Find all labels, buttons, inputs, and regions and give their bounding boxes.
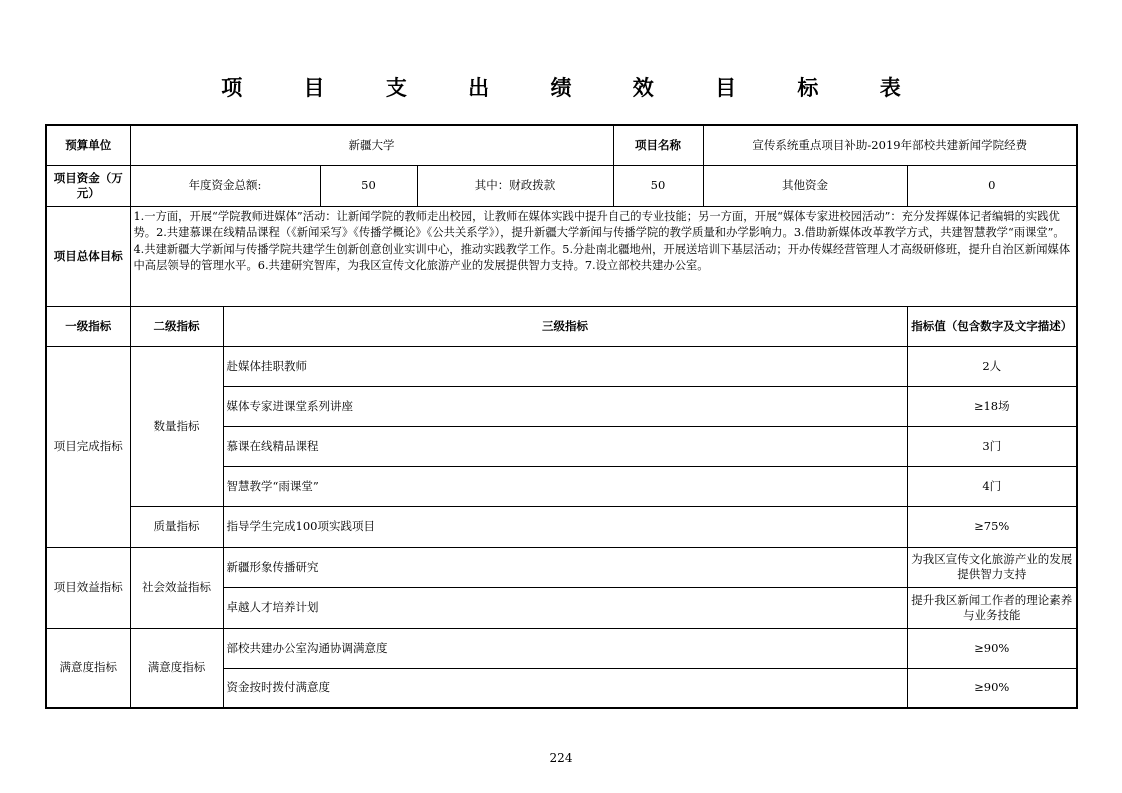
table-row: [46, 547, 1077, 587]
level3-cell: 指导学生完成100项实践项目: [223, 506, 907, 547]
level2-header: 二级指标: [130, 306, 223, 346]
performance-table: [45, 124, 1078, 709]
indicator-value-cell: ≥90%: [907, 668, 1077, 708]
level1-cell: 项目效益指标: [46, 547, 130, 628]
level1-cell: 项目完成指标: [46, 346, 130, 547]
level1-header: 一级指标: [46, 306, 130, 346]
indicator-header-row: [46, 306, 1077, 346]
other-funds-label: 其他资金: [703, 165, 907, 206]
level1-cell: 满意度指标: [46, 628, 130, 708]
level3-cell: 智慧教学“雨课堂”: [223, 466, 907, 506]
level3-cell: 新疆形象传播研究: [223, 547, 907, 587]
budget-unit-row: [46, 125, 1077, 165]
level2-cell: 社会效益指标: [130, 547, 223, 628]
level3-cell: 媒体专家进课堂系列讲座: [223, 386, 907, 426]
level3-header: 三级指标: [223, 306, 907, 346]
level2-cell: 数量指标: [130, 346, 223, 506]
project-funds-label: 项目资金（万元）: [46, 165, 130, 206]
annual-total-value: 50: [320, 165, 417, 206]
fiscal-value: 50: [613, 165, 703, 206]
level3-cell: 慕课在线精品课程: [223, 426, 907, 466]
indicator-value-cell: 4门: [907, 466, 1077, 506]
budget-unit-label: 预算单位: [46, 125, 130, 165]
fiscal-label: 其中：财政拨款: [417, 165, 613, 206]
level3-cell: 卓越人才培养计划: [223, 587, 907, 628]
level3-cell: 资金按时拨付满意度: [223, 668, 907, 708]
funds-row: [46, 165, 1077, 206]
page-number: 224: [549, 751, 573, 765]
other-funds-value: 0: [907, 165, 1077, 206]
indicator-value-cell: ≥75%: [907, 506, 1077, 547]
project-name-label: 项目名称: [613, 125, 703, 165]
indicator-value-cell: 2人: [907, 346, 1077, 386]
overall-goal-text: 1.一方面，开展“学院教师进媒体”活动：让新闻学院的教师走出校园，让教师在媒体实践中提升自己的专业技能；另一方面，开展“媒体专家进校园活动”：充分发挥媒体记者编辑的实践优势。2.共建慕课在线精品课程（《新闻采写》《传播学概论》《公共关系学》），提升新疆大学新闻与传播学院的教学质量和办学影响力。3.借助新媒体改革教学方式，共建智慧教学“雨课堂”。4.共建新疆大学新闻与传播学院共建学生创新创意创业实训中心，推动实践教学工作。5.分赴南北疆地州，开展送培训下基层活动；开办传媒经营管理人才高级研修班，提升自治区新闻媒体中高层领导的管理水平。6.共建研究智库，为我区宣传文化旅游产业的发展提供智力支持。7.设立部校共建办公室。: [130, 206, 1077, 306]
level2-cell: 质量指标: [130, 506, 223, 547]
indicator-value-cell: ≥18场: [907, 386, 1077, 426]
level3-cell: 部校共建办公室沟通协调满意度: [223, 628, 907, 668]
budget-unit-value: 新疆大学: [130, 125, 613, 165]
overall-goal-row: [46, 206, 1077, 306]
indicator-value-cell: 提升我区新闻工作者的理论素养与业务技能: [907, 587, 1077, 628]
indicator-value-cell: 3门: [907, 426, 1077, 466]
table-row: [46, 628, 1077, 668]
table-row: [46, 506, 1077, 547]
indicator-value-header: 指标值（包含数字及文字描述）: [907, 306, 1077, 346]
table-row: [46, 346, 1077, 386]
project-name-value: 宣传系统重点项目补助-2019年部校共建新闻学院经费: [703, 125, 1077, 165]
annual-total-label: 年度资金总额:: [130, 165, 320, 206]
overall-goal-label: 项目总体目标: [46, 206, 130, 306]
indicator-value-cell: 为我区宣传文化旅游产业的发展提供智力支持: [907, 547, 1077, 587]
level2-cell: 满意度指标: [130, 628, 223, 708]
page-title: 项 目 支 出 绩 效 目 标 表: [221, 76, 928, 100]
level3-cell: 赴媒体挂职教师: [223, 346, 907, 386]
indicator-value-cell: ≥90%: [907, 628, 1077, 668]
